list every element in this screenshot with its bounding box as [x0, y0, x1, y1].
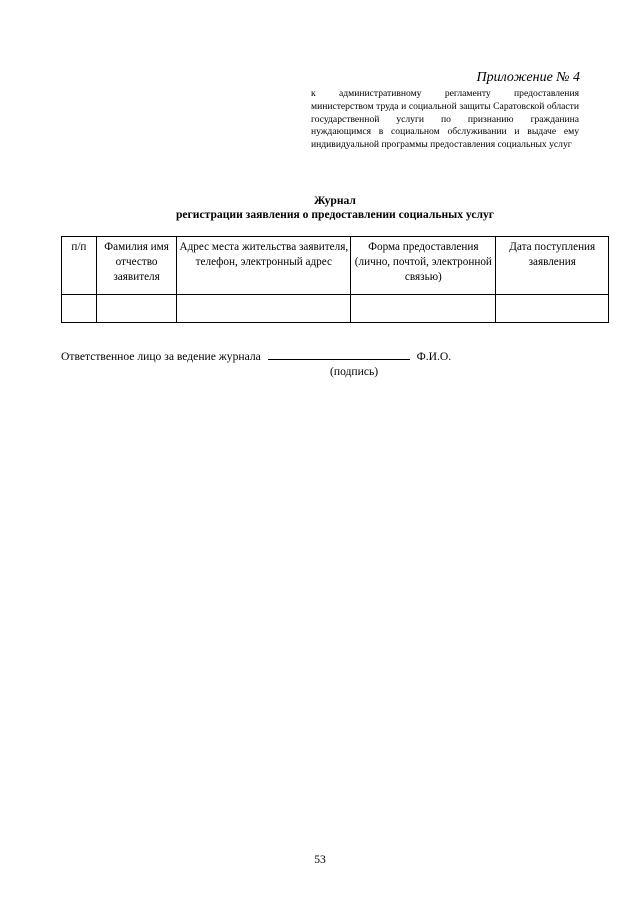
column-header-fullname: Фамилия имя отчество заявителя — [96, 237, 177, 295]
table-cell — [96, 295, 177, 323]
page-number: 53 — [314, 853, 326, 866]
responsible-person-line — [61, 349, 561, 363]
table-header-row — [62, 237, 609, 295]
fio-label: Ф.И.О. — [416, 350, 452, 363]
column-header-address: Адрес места жительства заявителя, телефон, электронный адрес — [177, 237, 351, 295]
table-cell — [62, 295, 97, 323]
column-header-number: п/п — [62, 237, 97, 295]
journal-title — [60, 194, 610, 222]
journal-table — [61, 236, 609, 323]
journal-title-line2: регистрации заявления о предоставлении социальных услуг — [175, 208, 495, 221]
journal-title-line1: Журнал — [314, 194, 356, 207]
column-header-date: Дата поступления заявления — [496, 237, 609, 295]
appendix-subtitle: к административному регламенту предоставления министерством труда и социальной защиты Саратовской области государственной услуги по признанию гражданина нуждающимся в социальном обслуживании и выдаче ему индивидуальной программы предоставления социальных услуг — [311, 88, 579, 151]
responsible-label: Ответственное лицо за ведение журнала — [61, 350, 261, 363]
table-cell — [351, 295, 496, 323]
appendix-title: Приложение № 4 — [476, 70, 580, 85]
table-row — [62, 295, 609, 323]
signature-blank — [268, 349, 410, 360]
signature-caption: (подпись) — [330, 365, 379, 378]
table-cell — [496, 295, 609, 323]
column-header-form: Форма предоставления (лично, почтой, электронной связью) — [351, 237, 496, 295]
table-cell — [177, 295, 351, 323]
